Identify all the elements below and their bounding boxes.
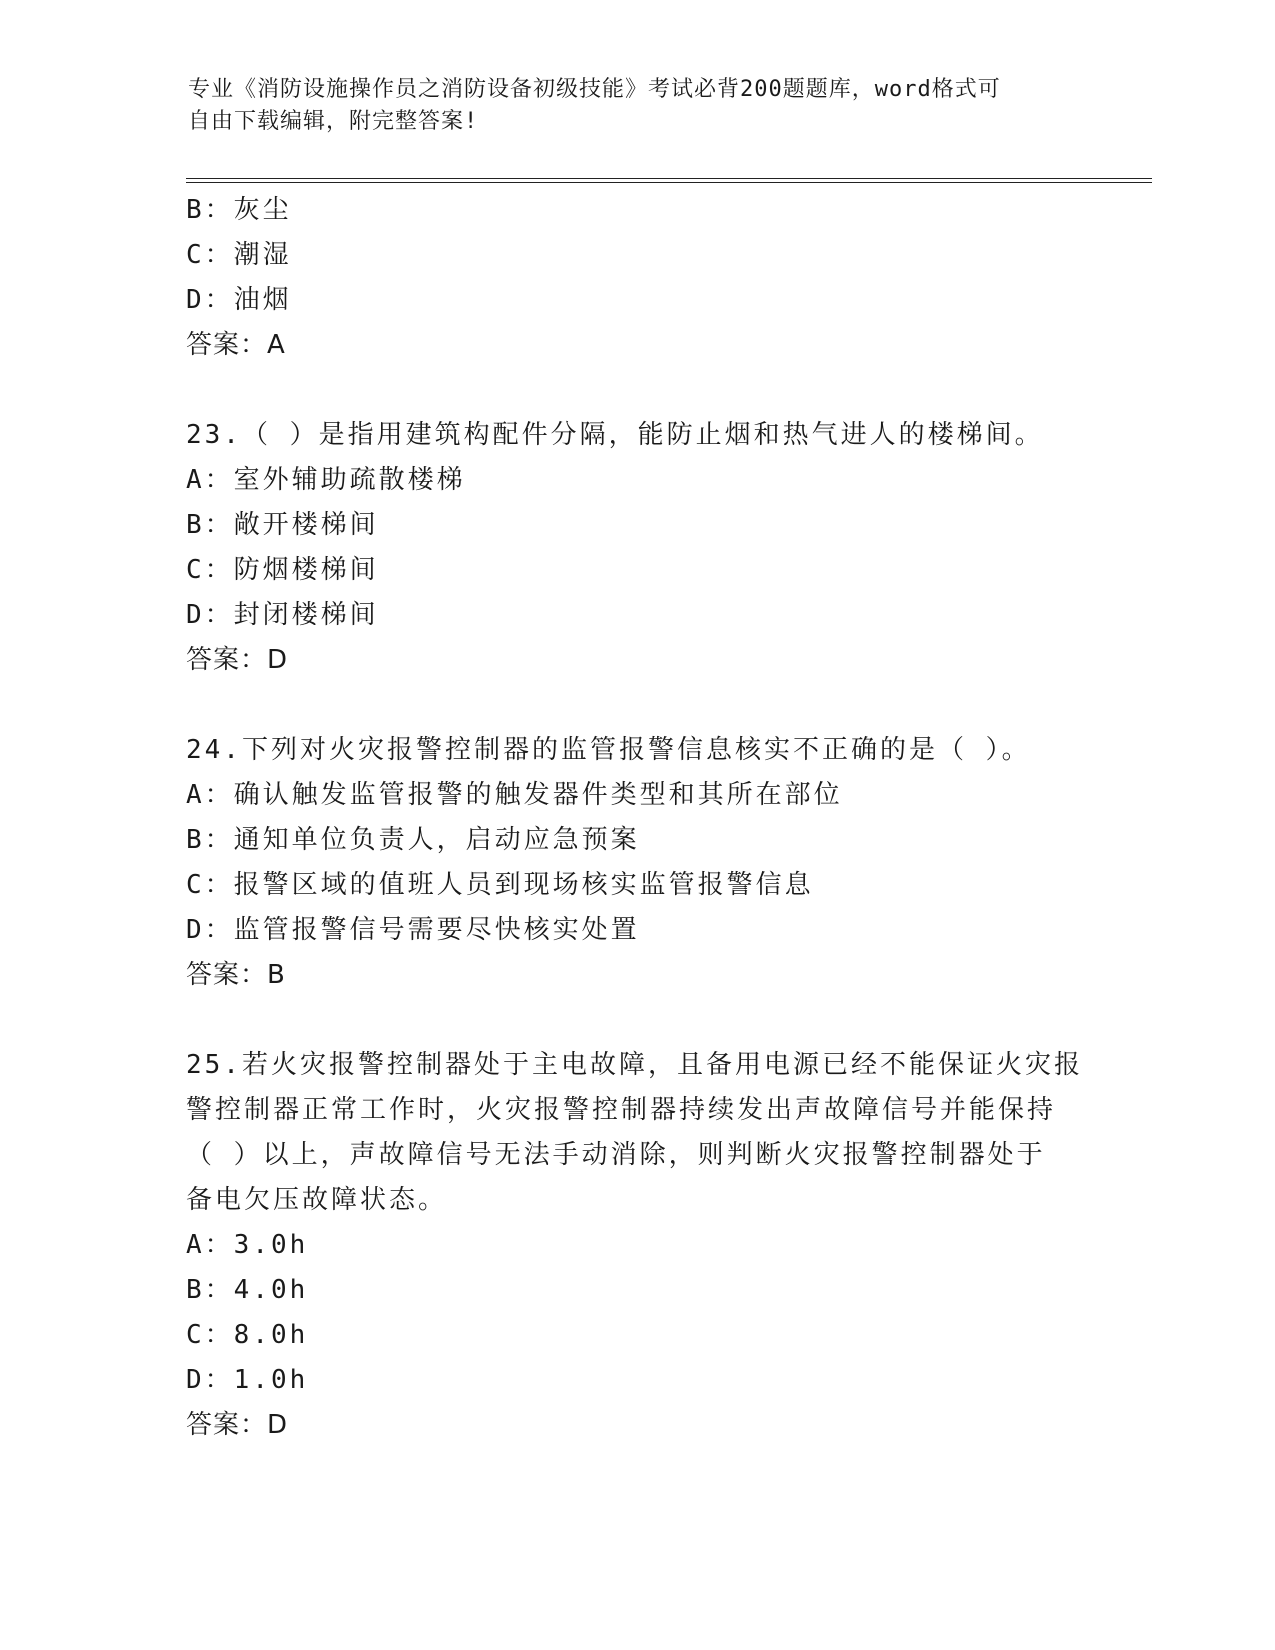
option-c: C：8.0h [186, 1320, 309, 1350]
question-stem-line-1: 25.若火灾报警控制器处于主电故障，且备用电源已经不能保证火灾报 [186, 1050, 1083, 1080]
option-a: A：室外辅助疏散楼梯 [186, 465, 466, 495]
option-c: C：报警区域的值班人员到现场核实监管报警信息 [186, 870, 814, 900]
option-b: B：通知单位负责人，启动应急预案 [186, 825, 640, 855]
question-23 [186, 413, 1086, 683]
question-stem: 24.下列对火灾报警控制器的监管报警信息核实不正确的是（ ）。 [186, 735, 1031, 765]
option-d: D：监管报警信号需要尽快核实处置 [186, 915, 640, 945]
header-line-2: 自由下载编辑，附完整答案! [188, 109, 479, 134]
question-stem: 23.（ ）是指用建筑构配件分隔，能防止烟和热气进人的楼梯间。 [186, 420, 1044, 450]
option-b: B：4.0h [186, 1275, 309, 1305]
option-a: A：3.0h [186, 1230, 309, 1260]
answer: 答案：D [186, 1410, 289, 1440]
question-24 [186, 728, 1086, 998]
option-a: A：确认触发监管报警的触发器件类型和其所在部位 [186, 780, 843, 810]
document-header [188, 74, 1068, 138]
option-d: D：油烟 [186, 285, 292, 315]
option-d: D：封闭楼梯间 [186, 600, 379, 630]
option-c: C：潮湿 [186, 240, 292, 270]
header-line-1: 专业《消防设施操作员之消防设备初级技能》考试必背200题题库，word格式可 [188, 77, 1001, 102]
question-stem-line-3: （ ）以上，声故障信号无法手动消除，则判断火灾报警控制器处于 [186, 1140, 1046, 1170]
question-stem-line-4: 备电欠压故障状态。 [186, 1185, 448, 1215]
option-b: B：灰尘 [186, 195, 292, 225]
question-list [186, 188, 1086, 1448]
question-25 [186, 1043, 1086, 1448]
option-d: D：1.0h [186, 1365, 309, 1395]
header-rule-top [186, 178, 1152, 179]
answer: 答案：D [186, 645, 289, 675]
option-b: B：敞开楼梯间 [186, 510, 379, 540]
answer: 答案：B [186, 960, 286, 990]
question-stem-line-2: 警控制器正常工作时，火灾报警控制器持续发出声故障信号并能保持 [186, 1095, 1057, 1125]
question-22-continued [186, 188, 1086, 368]
header-rule-bottom [186, 182, 1152, 183]
answer: 答案：A [186, 330, 286, 360]
option-c: C：防烟楼梯间 [186, 555, 379, 585]
